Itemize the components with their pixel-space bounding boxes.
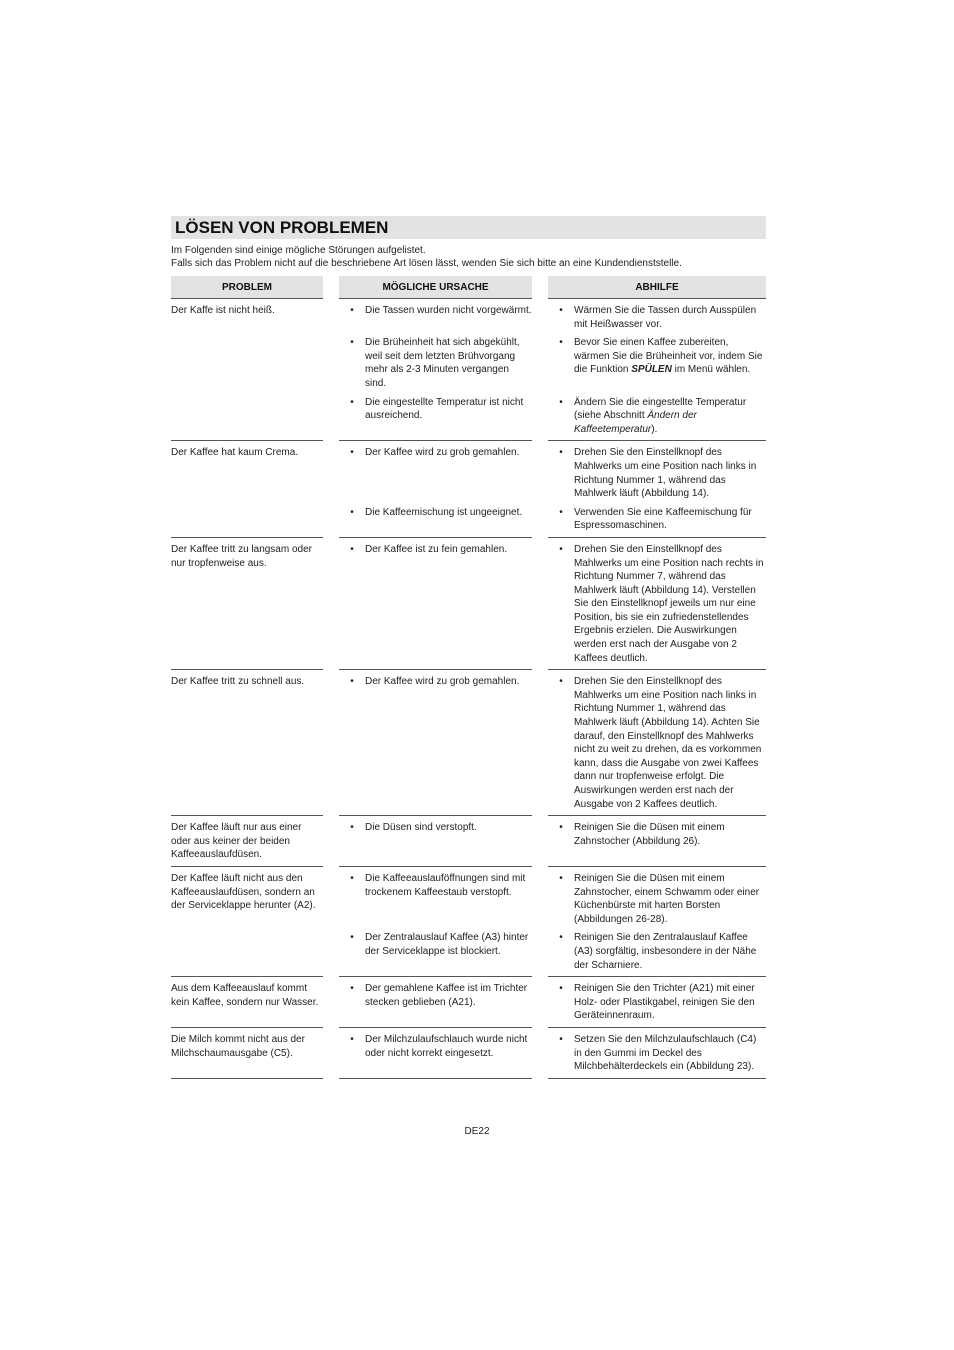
page-title: LÖSEN VON PROBLEMEN [171,216,766,239]
column-gap [323,816,339,867]
bullet-item [548,396,766,437]
column-gap [532,299,548,335]
bullet-text: Die Tassen wurden nicht vorgewärmt. [365,305,532,316]
bullet-glyph: • [350,983,354,995]
intro-line: Falls sich das Problem nicht auf die beschriebene Art lösen lässt, wenden Sie sich bitte an eine Kundendienststelle. [171,258,682,270]
remedy-cell [548,299,766,335]
problem-cell [171,930,323,977]
bullet-glyph: • [350,305,354,316]
column-gap [532,867,548,930]
bullet-item [339,304,532,318]
problem-cell: Aus dem Kaffeeauslauf kommt kein Kaffee, sondern nur Wasser. [171,977,323,1028]
bullet-glyph: • [559,676,563,688]
problem-cell: Der Kaffee läuft nur aus einer oder aus keiner der beiden Kaffeeauslaufdüsen. [171,816,323,867]
cause-cell [339,977,532,1028]
problem-cell: Der Kaffee tritt zu langsam oder nur tropfenweise aus. [171,538,323,670]
bullet-text: Der Milchzulaufschlauch wurde nicht oder nicht korrekt eingesetzt. [365,1033,528,1059]
header-cause: MÖGLICHE URSACHE [339,276,532,299]
bullet-glyph: • [559,983,563,995]
table-row [171,670,766,816]
bullet-item [548,304,766,331]
bold-italic-run: SPÜLEN [631,364,672,376]
bullet-glyph: • [350,822,354,834]
text-run: Ändern Sie die eingestellte Temperatur (siehe Abschnitt [574,396,747,422]
bullet-glyph: • [559,932,563,944]
bullet-item [548,982,766,1023]
cause-cell [339,867,532,930]
table-row [171,299,766,335]
cause-cell [339,395,532,442]
bullet-glyph: • [559,396,563,408]
bullet-text: Reinigen Sie den Trichter (A21) mit einer Holz- oder Plastikgabel, reinigen Sie den Geräteinnenraum. [574,983,755,1022]
table-row [171,930,766,977]
cause-cell [339,670,532,816]
bullet-glyph: • [350,396,354,408]
header-remedy: ABHILFE [548,276,766,299]
bullet-text: Die Düsen sind verstopft. [365,822,477,834]
text-run: Bevor Sie einen Kaffee zubereiten, wärmen Sie die Brüheinheit vor, indem Sie die Funktion [574,337,763,376]
problem-cell: Der Kaffee hat kaum Crema. [171,447,299,459]
text-run: im Menü wählen. [671,364,751,376]
bullet-text: Drehen Sie den Einstellknopf des Mahlwerks um eine Position nach links in Richtung Nummer 1, während das Mahlwerk läuft (Abbildung 14). [574,447,757,500]
problem-cell: Der Kaffee läuft nicht aus den Kaffeeauslaufdüsen, sondern an der Serviceklappe herunter (A2). [171,872,316,912]
bullet-glyph: • [559,447,563,459]
bullet-text: Reinigen Sie die Düsen mit einem Zahnstocher (Abbildung 26). [574,822,725,847]
bullet-glyph: • [559,872,563,884]
bullet-glyph: • [350,337,354,349]
table-row [171,538,766,670]
table-row [171,867,766,930]
table-body [171,299,766,1079]
bullet-item [339,872,532,899]
bullet-text: Der Zentralauslauf Kaffee (A3) hinter der Serviceklappe ist blockiert. [365,932,529,957]
bullet-glyph: • [559,305,563,316]
bullet-item [339,336,532,390]
bullet-glyph: • [350,676,354,688]
bullet-glyph: • [559,822,563,834]
remedy-cell [548,441,766,504]
table-row [171,1028,766,1079]
page-number: DE22 [464,1126,490,1137]
cause-cell [339,505,532,538]
bullet-text: Der Kaffee ist zu fein gemahlen. [365,543,508,555]
table-header-row [171,276,766,299]
bullet-glyph: • [559,337,563,349]
remedy-cell [548,335,766,394]
column-gap [532,395,548,442]
bullet-glyph: • [559,543,563,555]
bullet-glyph: • [559,506,563,518]
column-gap [323,867,339,930]
problem-cell: Der Kaffe ist nicht heiß. [171,305,275,316]
table-row [171,505,766,538]
remedy-cell [548,867,766,930]
remedy-cell [548,1028,766,1079]
bullet-item [548,543,766,665]
column-gap [323,538,339,670]
bullet-text [574,336,766,377]
bullet-item [548,872,766,926]
bullet-glyph: • [350,506,354,518]
column-gap [532,816,548,867]
column-gap [532,1028,548,1079]
bullet-glyph: • [559,1033,563,1045]
remedy-cell [548,395,766,442]
remedy-cell [548,816,766,867]
column-gap [323,335,339,394]
cause-cell [339,816,532,867]
text-run: ). [651,423,658,435]
remedy-cell [548,538,766,670]
table-row [171,441,766,504]
bullet-item [339,396,532,423]
bullet-text: Die Kaffeemischung ist ungeeignet. [365,506,523,518]
bullet-text: Wärmen Sie die Tassen durch Ausspülen mit Heißwasser vor. [574,305,757,330]
bullet-glyph: • [350,1033,354,1045]
column-gap [323,441,339,504]
bullet-text: Reinigen Sie den Zentralauslauf Kaffee (A3) sorgfältig, insbesondere in der Nähe der Scharniere. [574,932,757,971]
bullet-text: Die eingestellte Temperatur ist nicht ausreichend. [365,396,524,422]
bullet-text: Der Kaffee wird zu grob gemahlen. [365,447,520,459]
column-gap [323,670,339,816]
bullet-text: Drehen Sie den Einstellknopf des Mahlwerks um eine Position nach rechts in Richtung Nummer 7, während das Mahlwerk läuft (Abbildung 14). Verstellen Sie den Einstellknopf jeweils um nur eine Position, bis sie ein zufriedenstellendes Ergebnis erzielen. Die Auswirkungen werden erst nach der Ausgabe von 2 Kaffees deutlich. [574,543,764,664]
cause-cell [339,299,532,335]
bullet-item [339,931,532,958]
bullet-item [339,1033,532,1060]
column-gap [532,505,548,538]
bullet-text: Die Brüheinheit hat sich abgekühlt, weil seit dem letzten Brühvorgang mehr als 2-3 Minuten vergangen sind. [365,337,520,389]
column-gap [532,335,548,394]
problem-cell [171,335,323,394]
column-gap [532,276,548,299]
header-problem: PROBLEM [171,276,323,299]
bullet-text: Die Kaffeeauslauföffnungen sind mit trockenem Kaffeestaub verstopft. [365,872,526,898]
bullet-text [574,396,766,437]
remedy-cell [548,505,766,538]
troubleshooting-table [171,276,766,1079]
column-gap [532,441,548,504]
bullet-item [339,675,532,689]
bullet-glyph: • [350,932,354,944]
intro-line: Im Folgenden sind einige mögliche Störungen aufgelistet. [171,245,426,256]
column-gap [323,977,339,1028]
bullet-text: Der gemahlene Kaffee ist im Trichter stecken geblieben (A21). [365,983,528,1008]
cause-cell [339,441,532,504]
remedy-cell [548,930,766,977]
bullet-text: Verwenden Sie eine Kaffeemischung für Espressomaschinen. [574,506,752,532]
bullet-text: Drehen Sie den Einstellknopf des Mahlwerks um eine Position nach links in Richtung Nummer 1, während das Mahlwerk läuft (Abbildung 14). Achten Sie darauf, den Einstellknopf des Mahlwerks nicht zu weit zu drehen, da es vorkommen kann, dass die Ausgabe von zwei Kaffees dann nur tropfenweise erfolgt. Die Auswirkungen werden erst nach der Ausgabe von 2 Kaffees deutlich. [574,676,762,810]
column-gap [532,977,548,1028]
bullet-item [339,506,532,520]
bullet-glyph: • [350,543,354,555]
bullet-item [548,821,766,848]
bullet-item [548,506,766,533]
table-row [171,335,766,394]
column-gap [532,930,548,977]
cause-cell [339,538,532,670]
table-row [171,395,766,442]
column-gap [532,538,548,670]
bullet-text: Reinigen Sie die Düsen mit einem Zahnstocher, einem Schwamm oder einer Küchenbürste mit harten Borsten (Abbildungen 26-28). [574,872,760,925]
bullet-item [339,982,532,1009]
column-gap [323,276,339,299]
column-gap [323,1028,339,1079]
bullet-item [548,931,766,972]
bullet-item [548,1033,766,1074]
bullet-item [548,446,766,500]
bullet-item [548,336,766,377]
problem-cell: Die Milch kommt nicht aus der Milchschaumausgabe (C5). [171,1028,323,1079]
column-gap [323,395,339,442]
table-row [171,977,766,1028]
column-gap [532,670,548,816]
column-gap [323,930,339,977]
bullet-item [339,446,532,460]
bullet-item [339,821,532,835]
intro-text [171,244,771,271]
remedy-cell [548,977,766,1028]
cause-cell [339,1028,532,1079]
remedy-cell [548,670,766,816]
bullet-item [548,675,766,811]
bullet-text: Der Kaffee wird zu grob gemahlen. [365,676,520,688]
cause-cell [339,930,532,977]
problem-cell: Der Kaffee tritt zu schnell aus. [171,670,323,816]
table-row [171,816,766,867]
column-gap [323,505,339,538]
italic-run: Ändern der Kaffeetemperatur [574,410,697,435]
problem-cell [171,505,323,538]
bullet-glyph: • [350,447,354,459]
problem-cell [171,395,323,442]
cause-cell [339,335,532,394]
bullet-glyph: • [350,872,354,884]
bullet-text: Setzen Sie den Milchzulaufschlauch (C4) in den Gummi im Deckel des Milchbehälterdeckels ein (Abbildung 23). [574,1033,757,1073]
bullet-item [339,543,532,557]
column-gap [323,299,339,335]
